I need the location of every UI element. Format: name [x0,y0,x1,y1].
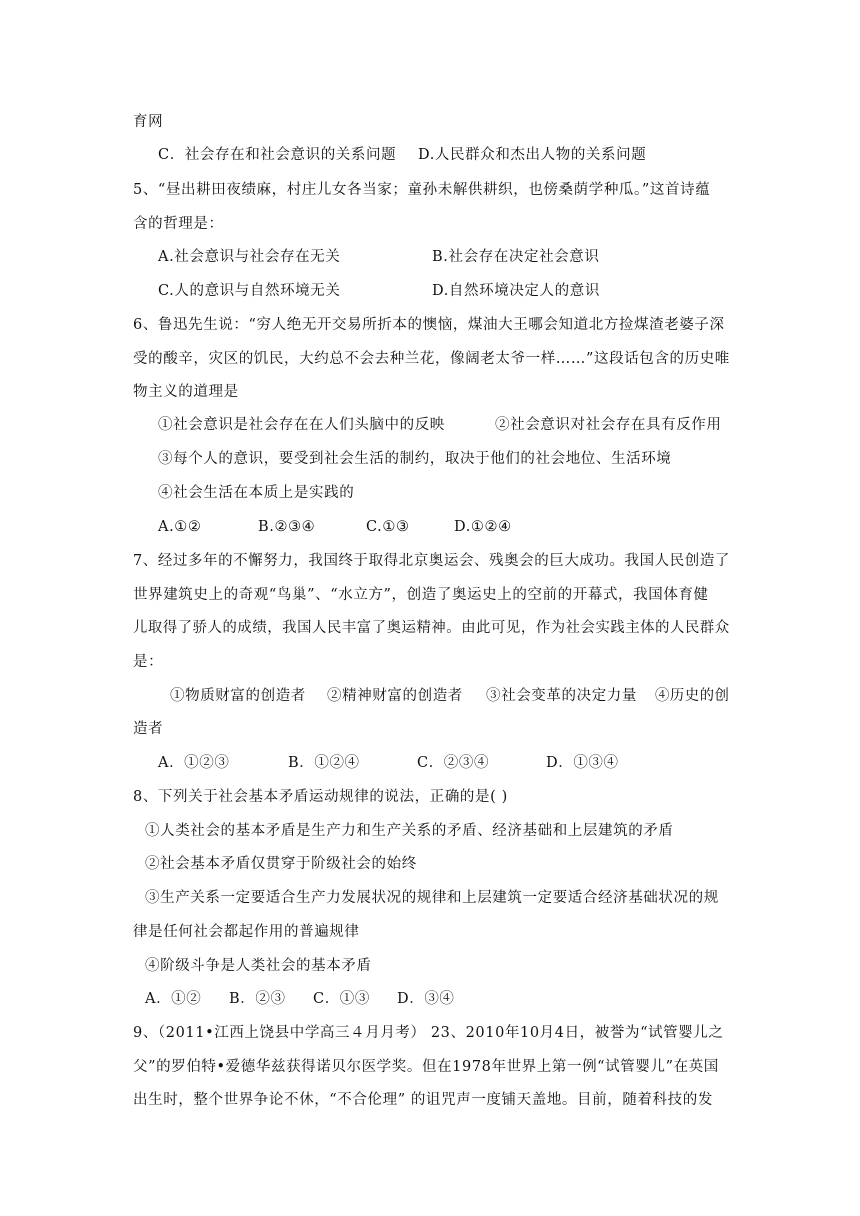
option-c: C.①③ [366,519,410,535]
text-line: 受的酸辛，灾区的饥民，大约总不会去种兰花，像阔老太爷一样……”这段话包含的历史唯 [133,351,730,367]
text-line: C．社会存在和社会意识的关系问题 [158,147,397,163]
option-b: B.社会存在决定社会意识 [432,249,600,265]
option-a: A．①②③ [158,755,230,771]
text-line: 含的哲理是： [133,216,224,232]
option-b: B．①②④ [288,755,360,771]
option-d: D．①③④ [546,755,619,771]
text-line: 父”的罗伯特•爱德华兹获得诺贝尔医学奖。但在1978年世界上第一例“试管婴儿”在英国 [133,1059,719,1075]
statement-4: ④历史的创 [655,688,730,704]
text-line: 世界建筑史上的奇观“鸟巢”、“水立方”，创造了奥运史上的空前的开幕式，我国体育健 [133,587,709,603]
statement-1: ①物质财富的创造者 [170,688,306,704]
statement-3: ③社会变革的决定力量 [486,688,637,704]
text-line: ④阶级斗争是人类社会的基本矛盾 [145,958,372,974]
text-line: 造者 [133,721,164,737]
question-8: 8、下列关于社会基本矛盾运动规律的说法，正确的是( ) [133,789,508,805]
text-line: ④社会生活在本质上是实践的 [158,485,355,501]
option-a: A．①② [145,991,202,1007]
text-line: ③每个人的意识，要受到社会生活的制约，取决于他们的社会地位、生活环境 [158,451,672,467]
option-b: B．②③ [229,991,286,1007]
question-9: 9、（2011•江西上饶县中学高三４月月考） 23、2010年10月4日，被誉为“试管婴儿之 [133,1025,724,1041]
option-d: D．③④ [397,991,455,1007]
option-text: D.人民群众和杰出人物的关系问题 [418,147,647,163]
statement-2: ②精神财富的创造者 [327,688,463,704]
text-line: 是： [133,654,164,670]
text-line: 物主义的道理是 [133,384,239,400]
option-c: C.人的意识与自然环境无关 [158,283,341,299]
option-d: D.①②④ [454,519,512,535]
statement-1: ①社会意识是社会存在在人们头脑中的反映 [158,417,445,433]
statement-2: ②社会意识对社会存在具有反作用 [495,417,722,433]
option-c: C．①③ [313,991,370,1007]
text-line: 儿取得了骄人的成绩，我国人民丰富了奥运精神。由此可见，作为社会实践主体的人民群众 [133,620,730,636]
option-b: B.②③④ [258,519,316,535]
question-7: 7、经过多年的不懈努力，我国终于取得北京奥运会、残奥会的巨大成功。我国人民创造了 [133,553,730,569]
text-line: 出生时，整个世界争论不休，“不合伦理” 的诅咒声一度铺天盖地。目前，随着科技的发 [133,1092,713,1108]
text-line: ③生产关系一定要适合生产力发展状况的规律和上层建筑一定要适合经济基础状况的规 [145,890,719,906]
question-6: 6、鲁迅先生说：“穷人绝无开交易所折本的懊恼，煤油大王哪会知道北方捡煤渣老婆子深 [133,317,725,333]
text-line: ②社会基本矛盾仅贯穿于阶级社会的始终 [145,856,417,872]
option-c: C．②③④ [417,755,490,771]
text-line: 育网 [133,114,164,130]
option-a: A.社会意识与社会存在无关 [158,249,341,265]
option-a: A.①② [158,519,202,535]
option-d: D.自然环境决定人的意识 [432,283,600,299]
question-5: 5、“昼出耕田夜绩麻，村庄儿女各当家；童孙未解供耕织，也傍桑荫学种瓜。”这首诗蕴 [133,182,711,198]
text-line: ①人类社会的基本矛盾是生产力和生产关系的矛盾、经济基础和上层建筑的矛盾 [145,823,674,839]
text-line: 律是任何社会都起作用的普遍规律 [133,924,360,940]
